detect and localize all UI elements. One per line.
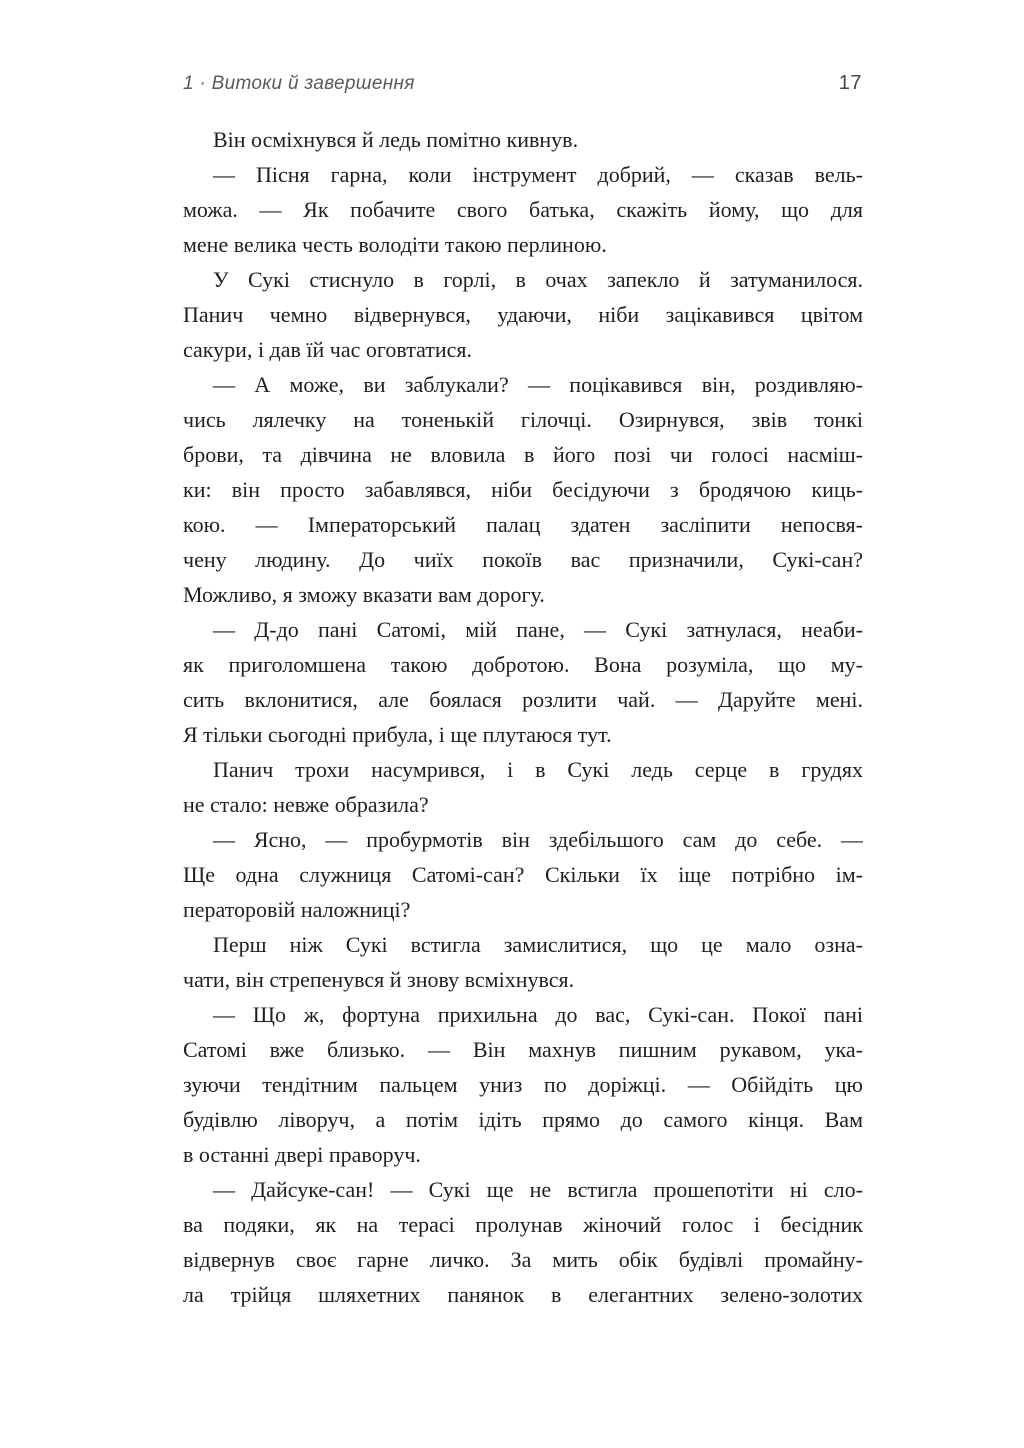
text-line: чати, він стрепенувся й знову всміхнувся. [183, 967, 575, 992]
text-line: — А може, ви заблукали? — поцікавився він, роздивляю- [213, 372, 863, 397]
text-line: Я тільки сьогодні прибула, і ще плутаюся тут. [183, 722, 612, 747]
text-line: можа. — Як побачите свого батька, скажіть йому, що для [183, 197, 863, 222]
text-line: чись лялечку на тоненькій гілочці. Озирнувся, звів тонкі [183, 407, 863, 432]
page-text [183, 122, 863, 1312]
text-line: Панич трохи насумрився, і в Сукі ледь серце в грудях [213, 757, 863, 782]
text-line: брови, та дівчина не вловила в його позі чи голосі насміш- [183, 442, 863, 467]
text-line: ки: він просто забавлявся, ніби бесідуючи з бродячою киць- [183, 477, 863, 502]
text-line: сить вклонитися, але боялася розлити чай. — Даруйте мені. [183, 687, 863, 712]
text-line: ва подяки, як на терасі пролунав жіночий голос і бесідник [183, 1212, 863, 1237]
text-line: зуючи тендітним пальцем униз по доріжці. — Обійдіть цю [183, 1072, 863, 1097]
text-line: не стало: невже образила? [183, 792, 429, 817]
text-line: сакури, і дав їй час оговтатися. [183, 337, 473, 362]
page-number: 17 [838, 72, 862, 94]
text-line: в останні двері праворуч. [183, 1142, 421, 1167]
text-line: відвернув своє гарне личко. За мить обік будівлі промайну- [183, 1247, 863, 1272]
text-line: — Дайсуке-сан! — Сукі ще не встигла прошепотіти ні сло- [213, 1177, 863, 1202]
text-line: Він осміхнувся й ледь помітно кивнув. [213, 127, 579, 152]
chapter-heading: 1 · Витоки й завершення [183, 73, 415, 94]
text-line: Сатомі вже близько. — Він махнув пишним рукавом, ука- [183, 1037, 863, 1062]
text-line: У Сукі стиснуло в горлі, в очах запекло й затуманилося. [213, 267, 863, 292]
text-line: — Що ж, фортуна прихильна до вас, Сукі-сан. Покої пані [213, 1002, 863, 1027]
text-line: будівлю ліворуч, а потім ідіть прямо до самого кінця. Вам [183, 1107, 863, 1132]
text-line: Панич чемно відвернувся, удаючи, ніби зацікавився цвітом [183, 302, 863, 327]
text-line: ла трійця шляхетних панянок в елегантних зелено-золотих [183, 1282, 863, 1307]
text-line: Ще одна служниця Сатомі-сан? Скільки їх іще потрібно ім- [183, 862, 863, 887]
text-line: кою. — Імператорський палац здатен засліпити непосвя- [183, 512, 863, 537]
text-line: Можливо, я зможу вказати вам дорогу. [183, 582, 545, 607]
text-line: — Пісня гарна, коли інструмент добрий, — сказав вель- [213, 162, 863, 187]
text-line: ператоровій наложниці? [183, 897, 411, 922]
text-line: мене велика честь володіти такою перлиною. [183, 232, 607, 257]
text-line: — Д-до пані Сатомі, мій пане, — Сукі затнулася, неаби- [213, 617, 863, 642]
text-line: чену людину. До чиїх покоїв вас призначили, Сукі-сан? [183, 547, 863, 572]
text-line: — Ясно, — пробурмотів він здебільшого сам до себе. — [213, 827, 863, 852]
text-line: як приголомшена такою добротою. Вона розуміла, що му- [183, 652, 863, 677]
running-header [183, 72, 862, 95]
text-line: Перш ніж Сукі встигла замислитися, що це мало озна- [213, 932, 863, 957]
